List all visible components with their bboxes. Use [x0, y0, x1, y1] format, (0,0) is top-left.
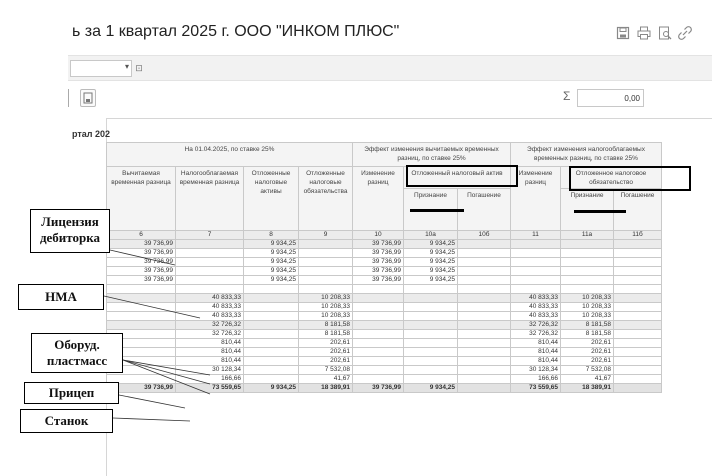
table-cell: 9 934,25 — [244, 240, 299, 249]
annotation-plastic-equipment: Оборуд. пластмасс — [31, 333, 123, 373]
table-cell: 39 736,99 — [353, 258, 404, 267]
table-cell: 9 934,25 — [404, 276, 458, 285]
header-repayment-dtl: Погашение — [614, 189, 662, 231]
table-cell: 810,44 — [511, 348, 561, 357]
table-cell: 810,44 — [176, 348, 244, 357]
table-cell: 10 208,33 — [561, 312, 614, 321]
table-cell: 202,61 — [561, 339, 614, 348]
table-cell: 7 532,08 — [299, 366, 353, 375]
annotation-trailer: Прицеп — [24, 382, 119, 404]
table-cell: 202,61 — [561, 357, 614, 366]
header-taxable-difference: Налогооблагаемая временная разница — [176, 167, 244, 231]
table-cell: 9 934,25 — [404, 249, 458, 258]
header-change-taxable: Изменение разниц — [511, 167, 561, 231]
table-cell: 9 934,25 — [244, 276, 299, 285]
table-cell: 810,44 — [511, 339, 561, 348]
table-cell: 9 934,25 — [404, 384, 458, 393]
header-recognition-dtl: Признание — [561, 189, 614, 231]
header-deferred-tax-assets: Отложенные налоговые активы — [244, 167, 299, 231]
table-cell: 810,44 — [511, 357, 561, 366]
table-cell: 39 736,99 — [107, 276, 176, 285]
table-cell: 32 726,32 — [176, 321, 244, 330]
table-cell: 202,61 — [299, 357, 353, 366]
table-cell: 810,44 — [176, 339, 244, 348]
section-label: ртал 202 — [72, 129, 111, 139]
page-title: ь за 1 квартал 2025 г. ООО "ИНКОМ ПЛЮС" — [72, 23, 400, 40]
column-number: 10а — [404, 231, 458, 240]
column-number: 10 — [353, 231, 404, 240]
table-cell: 166,66 — [176, 375, 244, 384]
table-cell: 10 208,33 — [299, 294, 353, 303]
annotation-intangible-assets: НМА — [18, 284, 104, 310]
table-cell: 32 726,32 — [511, 330, 561, 339]
table-cell: 9 934,25 — [244, 267, 299, 276]
table-cell: 10 208,33 — [561, 303, 614, 312]
header-group-taxable: Эффект изменения налогооблагаемых временных разниц, по ставке 25% — [511, 143, 662, 167]
table-cell: 39 736,99 — [353, 249, 404, 258]
table-cell: 810,44 — [176, 357, 244, 366]
column-number: 11а — [561, 231, 614, 240]
table-cell: 40 833,33 — [511, 312, 561, 321]
table-cell: 39 736,99 — [107, 258, 176, 267]
table-cell: 202,61 — [299, 339, 353, 348]
table-cell: 39 736,99 — [353, 267, 404, 276]
header-group-deductible: Эффект изменения вычитаемых временных разниц, по ставке 25% — [353, 143, 511, 167]
column-number: 11б — [614, 231, 662, 240]
table-cell: 8 181,58 — [299, 321, 353, 330]
table-cell: 40 833,33 — [511, 303, 561, 312]
table-cell: 32 726,32 — [511, 321, 561, 330]
header-dtl-group: Отложенное налоговое обязательство — [561, 167, 662, 189]
table-cell: 166,66 — [511, 375, 561, 384]
table-cell: 73 559,65 — [511, 384, 561, 393]
annotation-machine-tool: Станок — [20, 409, 113, 433]
column-number: 7 — [176, 231, 244, 240]
table-cell: 30 128,34 — [511, 366, 561, 375]
table-cell: 30 128,34 — [176, 366, 244, 375]
table-cell: 202,61 — [299, 348, 353, 357]
column-number: 9 — [299, 231, 353, 240]
table-cell: 9 934,25 — [404, 267, 458, 276]
header-deductible-difference: Вычитаемая временная разница — [107, 167, 176, 231]
header-group-balance: На 01.04.2025, по ставке 25% — [107, 143, 353, 167]
report-settings-icon[interactable]: ⊡ — [135, 63, 143, 73]
annotation-license-receivables: Лицензия дебиторка — [30, 209, 110, 253]
table-cell: 10 208,33 — [561, 294, 614, 303]
header-deferred-tax-liabilities: Отложенные налоговые обязательства — [299, 167, 353, 231]
table-cell: 40 833,33 — [176, 312, 244, 321]
table-cell: 39 736,99 — [107, 249, 176, 258]
table-cell: 10 208,33 — [299, 303, 353, 312]
table-cell: 7 532,08 — [561, 366, 614, 375]
sum-field[interactable]: 0,00 — [577, 89, 644, 107]
column-number: 10б — [458, 231, 511, 240]
table-cell: 9 934,25 — [244, 258, 299, 267]
table-cell: 41,67 — [561, 375, 614, 384]
sum-icon: Σ — [563, 89, 571, 103]
table-cell: 10 208,33 — [299, 312, 353, 321]
table-cell: 40 833,33 — [176, 303, 244, 312]
header-change-deductible: Изменение разниц — [353, 167, 404, 231]
table-cell: 202,61 — [561, 348, 614, 357]
table-cell: 39 736,99 — [353, 276, 404, 285]
table-cell: 8 181,58 — [561, 330, 614, 339]
table-cell: 8 181,58 — [299, 330, 353, 339]
table-cell: 73 559,65 — [176, 384, 244, 393]
table-cell: 9 934,25 — [404, 240, 458, 249]
table-cell: 8 181,58 — [561, 321, 614, 330]
table-cell: 40 833,33 — [176, 294, 244, 303]
column-number: 11 — [511, 231, 561, 240]
table-cell: 41,67 — [299, 375, 353, 384]
header-dta-group: Отложенный налоговый актив — [404, 167, 511, 189]
table-cell: 39 736,99 — [107, 267, 176, 276]
table-cell: 9 934,25 — [244, 249, 299, 258]
table-cell: 9 934,25 — [244, 384, 299, 393]
header-recognition-dta: Признание — [404, 189, 458, 231]
table-cell: 39 736,99 — [107, 240, 176, 249]
table-cell: 39 736,99 — [353, 384, 404, 393]
table-cell: 9 934,25 — [404, 258, 458, 267]
table-cell: 40 833,33 — [511, 294, 561, 303]
table-cell: 39 736,99 — [353, 240, 404, 249]
table-cell: 32 726,32 — [176, 330, 244, 339]
table-cell: 39 736,99 — [107, 384, 176, 393]
table-cell: 18 389,91 — [561, 384, 614, 393]
table-cell: 18 389,91 — [299, 384, 353, 393]
column-number: 8 — [244, 231, 299, 240]
column-number: 6 — [107, 231, 176, 240]
header-repayment-dta: Погашение — [458, 189, 511, 231]
chevron-down-icon: ▾ — [124, 62, 129, 71]
